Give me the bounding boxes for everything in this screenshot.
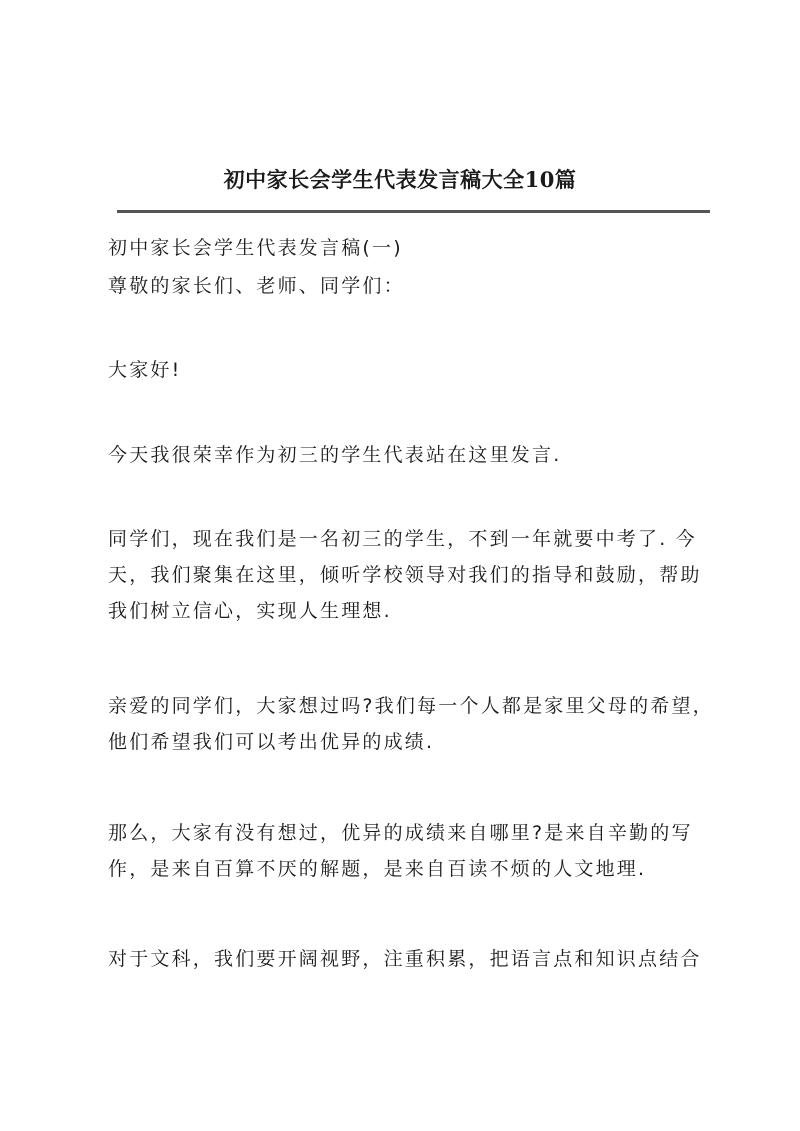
greeting-line: 大家好!	[108, 359, 182, 381]
paragraph-1	[108, 437, 714, 473]
paragraph-2	[108, 521, 714, 629]
paragraph-line: 亲爱的同学们，大家想过吗?我们每一个人都是家里父母的希望，	[108, 695, 714, 717]
paragraph-line: 今天我很荣幸作为初三的学生代表站在这里发言.	[108, 444, 562, 466]
paragraph-line: 作，是来自百算不厌的解题，是来自百读不烦的人文地理.	[108, 858, 647, 880]
section-subtitle	[108, 230, 714, 266]
paragraph-line: 我们树立信心，实现人生理想.	[108, 600, 392, 622]
paragraph-line: 他们希望我们可以考出优异的成绩.	[108, 731, 435, 753]
paragraph-line: 那么，大家有没有想过，优异的成绩来自哪里?是来自辛勤的写	[108, 822, 693, 844]
paragraph-4	[108, 815, 714, 887]
paragraph-line: 天，我们聚集在这里，倾听学校领导对我们的指导和鼓励，帮助	[108, 564, 702, 586]
paragraph-line: 同学们，现在我们是一名初三的学生，不到一年就要中考了. 今	[108, 528, 697, 550]
paragraph-line: 对于文科，我们要开阔视野，注重积累，把语言点和知识点结合	[108, 948, 702, 970]
greeting	[108, 352, 714, 388]
document-title: 初中家长会学生代表发言稿大全10篇	[223, 167, 577, 192]
paragraph-3	[108, 688, 714, 760]
paragraph-5	[108, 941, 714, 977]
subtitle-line: 初中家长会学生代表发言稿(一)	[108, 237, 403, 259]
title-divider	[117, 210, 710, 213]
salutation-line: 尊敬的家长们、老师、同学们：	[108, 275, 405, 297]
salutation	[108, 268, 714, 304]
